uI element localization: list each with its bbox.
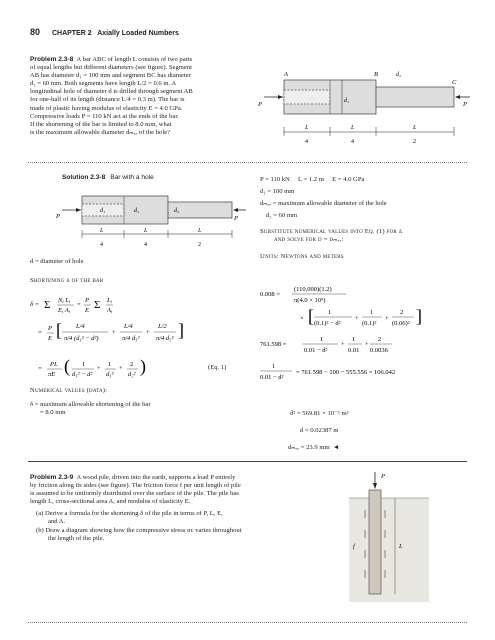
svg-text:0.01: 0.01 (348, 347, 360, 354)
svg-text:+: + (146, 329, 150, 336)
label-b: B (374, 71, 378, 78)
label-p: P (381, 473, 385, 480)
svg-text:+: + (112, 329, 116, 336)
svg-text:0.01 − d²: 0.01 − d² (260, 374, 284, 381)
svg-text:=: = (77, 301, 81, 308)
svg-text:0.008 =: 0.008 = (260, 291, 280, 298)
problem-2-3-8-text: Problem 2.3-8 A bar ABC of length L consists of two parts of equal lengths but different diameters (see figure). Segment AB has diameter d₁ = 100 mm and segment BC has diameter d₂ = 60 mm. Both segments have length L/2 = 0.6 m. A longitudinal hole of diameter d is drilled through segment AB for one-half of its length (distance L/4 = 0.3 m). The bar is made of plastic having modulus of elasticity E = 4.0 GPa. Compressive loads P = 110 kN act at the ends of the bar. If the shortening of the bar is limited to 8.0 mm, what is the maximum allowable diameter dₘₐₓ of the hole? (30, 56, 193, 136)
svg-text:d₁: d₁ (100, 208, 106, 214)
hole (284, 90, 330, 104)
svg-text:P: P (48, 325, 52, 332)
d-result: d = 0.02387 m (300, 427, 339, 434)
svg-text:=: = (38, 365, 42, 372)
svg-text:1: 1 (320, 336, 324, 343)
svg-text:2: 2 (130, 361, 134, 368)
svg-text:1: 1 (272, 363, 276, 370)
svg-text:= 761.598 − 100 − 555.556 = 10: = 761.598 − 100 − 555.556 = 106.042 (296, 369, 396, 376)
svg-text:1: 1 (82, 361, 86, 368)
label-a: A (284, 71, 288, 78)
svg-text:Σ: Σ (44, 299, 51, 311)
svg-text:2: 2 (400, 309, 404, 316)
svg-text:d₁²: d₁² (106, 371, 114, 378)
svg-text:1: 1 (108, 361, 112, 368)
svg-text:L/4: L/4 (76, 323, 85, 330)
chapter-title: Axially Loaded Numbers (97, 30, 179, 37)
svg-text:P: P (85, 297, 89, 304)
svg-text:d₁² − d²: d₁² − d² (72, 371, 93, 378)
svg-text:Ai: Ai (107, 307, 113, 314)
svg-text:2: 2 (378, 336, 382, 343)
svg-text:]: ] (178, 320, 184, 340)
svg-text:E: E (48, 335, 52, 342)
label-f: f (353, 543, 355, 550)
svg-text:πE: πE (48, 371, 56, 378)
pile-figure (345, 468, 435, 608)
svg-text:+: + (341, 341, 345, 348)
svg-text:(0.1)²: (0.1)² (362, 320, 377, 327)
svg-text:2: 2 (198, 242, 201, 248)
svg-text:L: L (305, 125, 309, 131)
svg-text:): ) (140, 356, 146, 376)
problem-label: Problem 2.3-8 (30, 56, 74, 63)
svg-text:1: 1 (328, 309, 332, 316)
svg-text:4: 4 (100, 242, 103, 248)
svg-text:+: + (385, 315, 389, 322)
svg-text:Σ: Σ (94, 299, 101, 311)
svg-text:1: 1 (352, 336, 356, 343)
end-mark: ◄ (332, 444, 340, 451)
problem-label-239: Problem 2.3-9 (30, 474, 74, 481)
label-p-right: P (463, 101, 467, 108)
svg-text:+: + (97, 365, 101, 372)
label-l: L (399, 543, 403, 550)
svg-text:P: P (234, 215, 238, 222)
svg-text:Ei Ai: Ei Ai (58, 307, 70, 314)
svg-text:Li: Li (107, 297, 112, 304)
label-d1: d₁ (344, 98, 350, 104)
svg-text:=: = (38, 329, 42, 336)
chapter-label: CHAPTER 2 (51, 30, 92, 37)
svg-text:P: P (56, 213, 60, 220)
problem-2-3-9-text: Problem 2.3-9 A wood pile, driven into the earth, supports a load P entirely by friction along its sides (see figure). The friction force f per unit length of pile is assumed to be uniformly distributed over the surface of the pile. The pile has length L, cross-sectional area A, and modulus of elasticity E. (a) Derive a formula for the shortening δ of the pile in terms of P, L, E, and A. (b) Draw a diagram showing how the compressive stress σc varies throughout the length of the pile. (30, 474, 242, 542)
svg-text:d₂²: d₂² (128, 371, 136, 378)
svg-text:1: 1 (370, 309, 374, 316)
solution-title: Solution 2.3-8 Bar with a hole (62, 174, 154, 181)
dmax-result: dₘₐₓ = 23.9 mm ◄ (288, 444, 340, 451)
segment-bc (376, 87, 454, 107)
label-p-left: P (258, 101, 262, 108)
svg-text:L: L (351, 125, 355, 131)
svg-text:[: [ (56, 320, 62, 340)
svg-text:(110,000)(1.2): (110,000)(1.2) (294, 286, 332, 293)
svg-text:2: 2 (413, 139, 416, 145)
svg-text:+: + (119, 365, 123, 372)
svg-text:d₂: d₂ (174, 208, 180, 214)
svg-text:Ni Li: Ni Li (58, 297, 71, 304)
svg-text:L: L (413, 125, 417, 131)
svg-text:4: 4 (144, 242, 147, 248)
svg-text:(0.06)²: (0.06)² (392, 320, 410, 327)
eq1-tag: (Eq. 1) (208, 364, 227, 371)
svg-text:761.598 =: 761.598 = (260, 341, 287, 348)
d-squared-result: d² = 569.81 × 10⁻⁶ m² (290, 410, 349, 417)
svg-text:L: L (198, 228, 202, 234)
svg-text:4: 4 (351, 139, 354, 145)
svg-text:0.01 − d²: 0.01 − d² (304, 347, 328, 354)
shortening-equations (28, 288, 268, 388)
svg-text:δ =: δ = (30, 301, 40, 308)
shortening-heading: Shortening δ of the bar (30, 277, 104, 284)
earth (349, 498, 429, 602)
svg-text:]: ] (416, 306, 422, 326)
delta-definition: δ = maximum allowable shortening of the bar = 8.0 mm (30, 401, 151, 417)
svg-text:π(4.0 × 10⁹): π(4.0 × 10⁹) (294, 297, 326, 304)
svg-text:0.0036: 0.0036 (370, 347, 388, 354)
label-c: C (452, 79, 457, 86)
pile (369, 490, 381, 594)
svg-text:4: 4 (305, 139, 308, 145)
numerical-heading: Numerical values (data): (30, 387, 108, 394)
svg-text:π/4 d₂²: π/4 d₂² (156, 335, 174, 342)
solution-bar-figure (56, 188, 246, 250)
svg-text:L: L (144, 228, 148, 234)
svg-text:×: × (300, 315, 304, 322)
svg-text:+: + (365, 341, 369, 348)
svg-text:π/4 (d₁² − d²): π/4 (d₁² − d²) (64, 335, 99, 342)
svg-text:L/4: L/4 (124, 323, 133, 330)
svg-text:PL: PL (50, 361, 58, 368)
hole-definition: d = diameter of hole (30, 258, 84, 265)
svg-text:E: E (85, 307, 89, 314)
svg-text:(0.1)² − d²: (0.1)² − d² (314, 320, 341, 327)
label-d2: d₂ (396, 72, 402, 78)
page-header (30, 27, 179, 37)
svg-text:(: ( (64, 356, 70, 376)
svg-text:[: [ (308, 306, 314, 326)
svg-text:L: L (100, 228, 104, 234)
data-values: P = 110 kN L = 1.2 m E = 4.0 GPa d₁ = 100 mm dₘₐₓ = maximum allowable diameter of the hole d₂ = 60 mm Substitute numerical values into Eq. (1) for δ and solve for d = dₘₐₓ: Units: Newtons and meters (260, 176, 403, 260)
svg-text:L/2: L/2 (158, 323, 167, 330)
result-equations (256, 276, 471, 406)
page-number: 80 (30, 27, 41, 37)
svg-text:π/4 d₁²: π/4 d₁² (122, 335, 140, 342)
bar-abc-figure (256, 66, 471, 148)
svg-text:+: + (355, 315, 359, 322)
svg-text:d₁: d₁ (134, 208, 140, 214)
